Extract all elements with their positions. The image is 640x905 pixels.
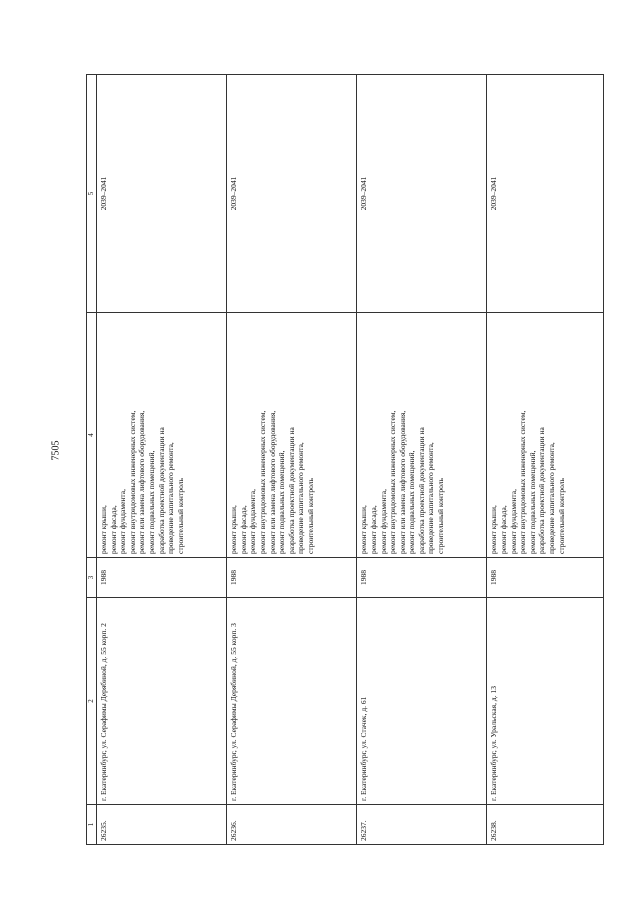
work-item: ремонт или замена лифтового оборудования, [397, 410, 407, 554]
row-number: 26235. [97, 805, 227, 845]
work-item: проведение капитального ремонта, [296, 442, 306, 554]
building-address: г. Екатеринбург, ул. Серафимы Дерябиной, д. 55 корп. 3 [227, 598, 357, 805]
work-item: проведение капитального ремонта, [166, 442, 176, 554]
construction-year: 1988 [227, 558, 357, 598]
work-item: ремонт внутридомовых инженерных систем, [257, 410, 267, 554]
work-item: проведение капитального ремонта, [426, 442, 436, 554]
column-number-header [87, 75, 97, 845]
rotated-table-frame [86, 75, 604, 845]
works-list [97, 313, 227, 558]
column-header-1: 1 [87, 805, 97, 845]
work-item: ремонт внутридомовых инженерных систем, [127, 410, 137, 554]
column-header-4: 4 [87, 313, 97, 558]
work-item: ремонт крыши, [99, 505, 108, 554]
works-list [227, 313, 357, 558]
work-item: строительный контроль [305, 478, 315, 554]
work-item: проведение капитального ремонта, [547, 442, 557, 554]
work-item: ремонт крыши, [229, 505, 239, 554]
work-item: разработка проектной документации на [286, 427, 296, 554]
work-item: ремонт фасада, [499, 505, 509, 554]
construction-year: 1988 [487, 558, 604, 598]
work-item: ремонт или замена лифтового оборудования, [267, 410, 277, 554]
construction-year: 1988 [357, 558, 487, 598]
repair-period: 2039–2041 [97, 75, 227, 313]
work-item: строительный контроль [436, 478, 446, 554]
work-item: строительный контроль [556, 478, 566, 554]
work-item: ремонт фасада, [238, 505, 248, 554]
construction-year: 1988 [97, 558, 227, 598]
work-item: ремонт или замена лифтового оборудования, [137, 410, 147, 554]
repair-period: 2039–2041 [227, 75, 357, 313]
work-item: ремонт подвальных помещений, [407, 450, 417, 554]
table-row [357, 75, 487, 845]
row-number: 26237. [357, 805, 487, 845]
work-item: строительный контроль [175, 478, 185, 554]
work-item: ремонт фасада, [368, 505, 378, 554]
building-address: г. Екатеринбург, ул. Серафимы Дерябиной, д. 55 корп. 2 [97, 598, 227, 805]
works-list [487, 313, 604, 558]
work-item: ремонт внутридомовых инженерных систем, [388, 410, 398, 554]
work-item: разработка проектной документации на [537, 427, 547, 554]
work-item: ремонт внутридомовых инженерных систем, [518, 410, 528, 554]
work-item: ремонт подвальных помещений, [277, 450, 287, 554]
column-header-2: 2 [87, 598, 97, 805]
column-header-5: 5 [87, 75, 97, 313]
work-item: разработка проектной документации на [156, 427, 166, 554]
work-item: ремонт фундамента, [118, 489, 128, 554]
table-row [487, 75, 604, 845]
work-item: ремонт фундамента, [378, 489, 388, 554]
work-item: ремонт крыши, [359, 505, 369, 554]
repair-period: 2039–2041 [487, 75, 604, 313]
work-item: ремонт фундамента, [508, 489, 518, 554]
column-header-3: 3 [87, 558, 97, 598]
work-item: ремонт подвальных помещений, [527, 450, 537, 554]
table-row [227, 75, 357, 845]
work-item: разработка проектной документации на [416, 427, 426, 554]
work-item: ремонт фундамента, [248, 489, 258, 554]
page-number: 7505 [50, 440, 62, 461]
works-list [357, 313, 487, 558]
table-row [97, 75, 227, 845]
repair-period: 2039–2041 [357, 75, 487, 313]
row-number: 26236. [227, 805, 357, 845]
repair-schedule-table [86, 74, 604, 845]
work-item: ремонт крыши, [489, 505, 499, 554]
building-address: г. Екатеринбург, ул. Стачек, д. 61 [357, 598, 487, 805]
work-item: ремонт фасада, [108, 505, 118, 554]
row-number: 26238. [487, 805, 604, 845]
work-item: ремонт подвальных помещений, [146, 450, 156, 554]
building-address: г. Екатеринбург, ул. Уральская, д. 13 [487, 598, 604, 805]
